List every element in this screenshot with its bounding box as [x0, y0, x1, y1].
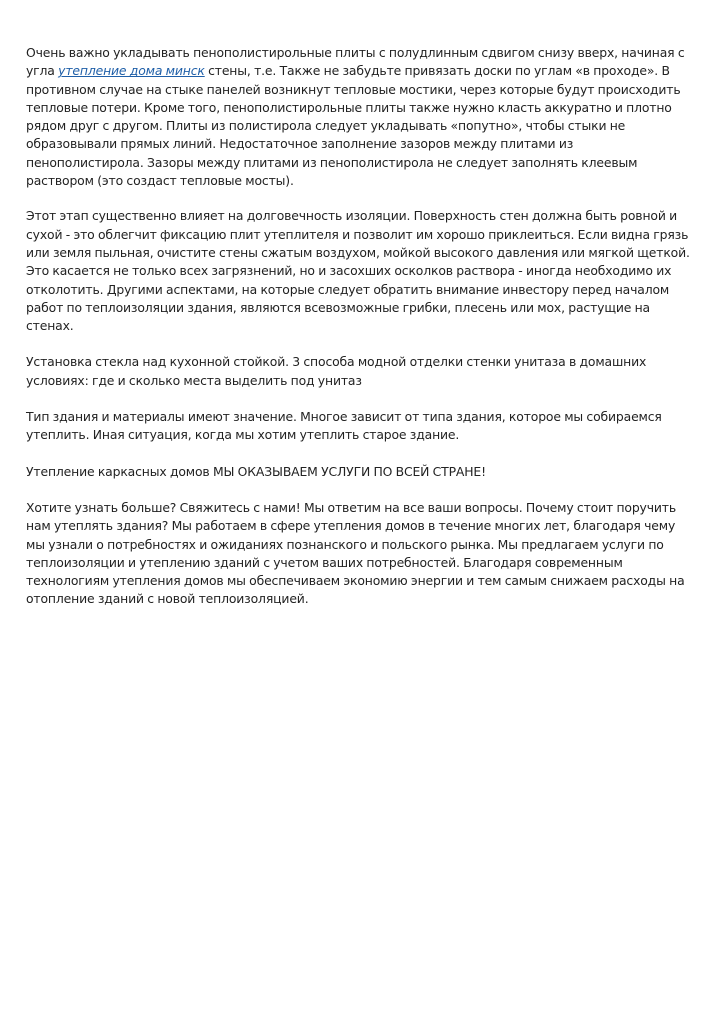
paragraph-contact: Хотите узнать больше? Свяжитесь с нами! Мы ответим на все ваши вопросы. Почему стоит поручить нам утеплять здания? Мы работаем в сфере утепления домов в течение многих лет, благодаря чему мы узнали о потребностях и ожиданиях познанского и польского рынка. Мы предлагаем услуги по теплоизоляции и утеплению зданий с учетом ваших потребностей. Благодаря современным технологиям утепления домов мы обеспечиваем экономию энергии и тем самым снижаем расходы на отопление зданий с новой теплоизоляцией. [26, 499, 685, 607]
insulation-minsk-link[interactable]: утепление дома минск [58, 63, 205, 79]
paragraph-preparation: Этот этап существенно влияет на долговечность изоляции. Поверхность стен должна быть ровной и сухой - это облегчит фиксацию плит утеплителя и позволит им хорошо приклеиться. Если видна грязь или земля пыльная, очистите стены сжатым воздухом, мойкой высокого давления или мягкой щеткой. Это касается не только всех загрязнений, но и засохших осколков раствора - иногда необходимо их отколотить. Другими аспектами, на которые следует обратить внимание инвестору перед началом работ по теплоизоляции здания, являются всевозможные грибки, плесень или мох, растущие на стенах. [26, 208, 690, 334]
paragraph-frame-houses: Утепление каркасных домов МЫ ОКАЗЫВАЕМ УСЛУГИ ПО ВСЕЙ СТРАНЕ! [26, 463, 486, 479]
paragraph-text-before-link: Очень важно укладывать пенополистирольные плиты с полудлинным сдвигом снизу вверх, начиная с угла [26, 45, 685, 79]
paragraph-building-type: Тип здания и материалы имеют значение. Многое зависит от типа здания, которое мы собираемся утеплить. Иная ситуация, когда мы хотим утеплить старое здание. [26, 409, 662, 443]
paragraph-text-after-link: стены, т.е. Также не забудьте привязать доски по углам «в проходе». В противном случае на стыке панелей возникнут тепловые мостики, через которые будут происходить тепловые потери. Кроме того, пенополистирольные плиты также нужно класть аккуратно и плотно рядом друг с другом. Плиты из полистирола следует укладывать «попутно», чтобы стыки не образовывали прямых линий. Недостаточное заполнение зазоров между плитами из пенополистирола. Зазоры между плитами из пенополистирола не следует заполнять клеевым раствором (это создаст тепловые мосты). [26, 63, 681, 189]
paragraph-installation [26, 44, 694, 190]
paragraph-kitchen-glass: Установка стекла над кухонной стойкой. 3 способа модной отделки стенки унитаза в домашних условиях: где и сколько места выделить под унитаз [26, 354, 647, 388]
